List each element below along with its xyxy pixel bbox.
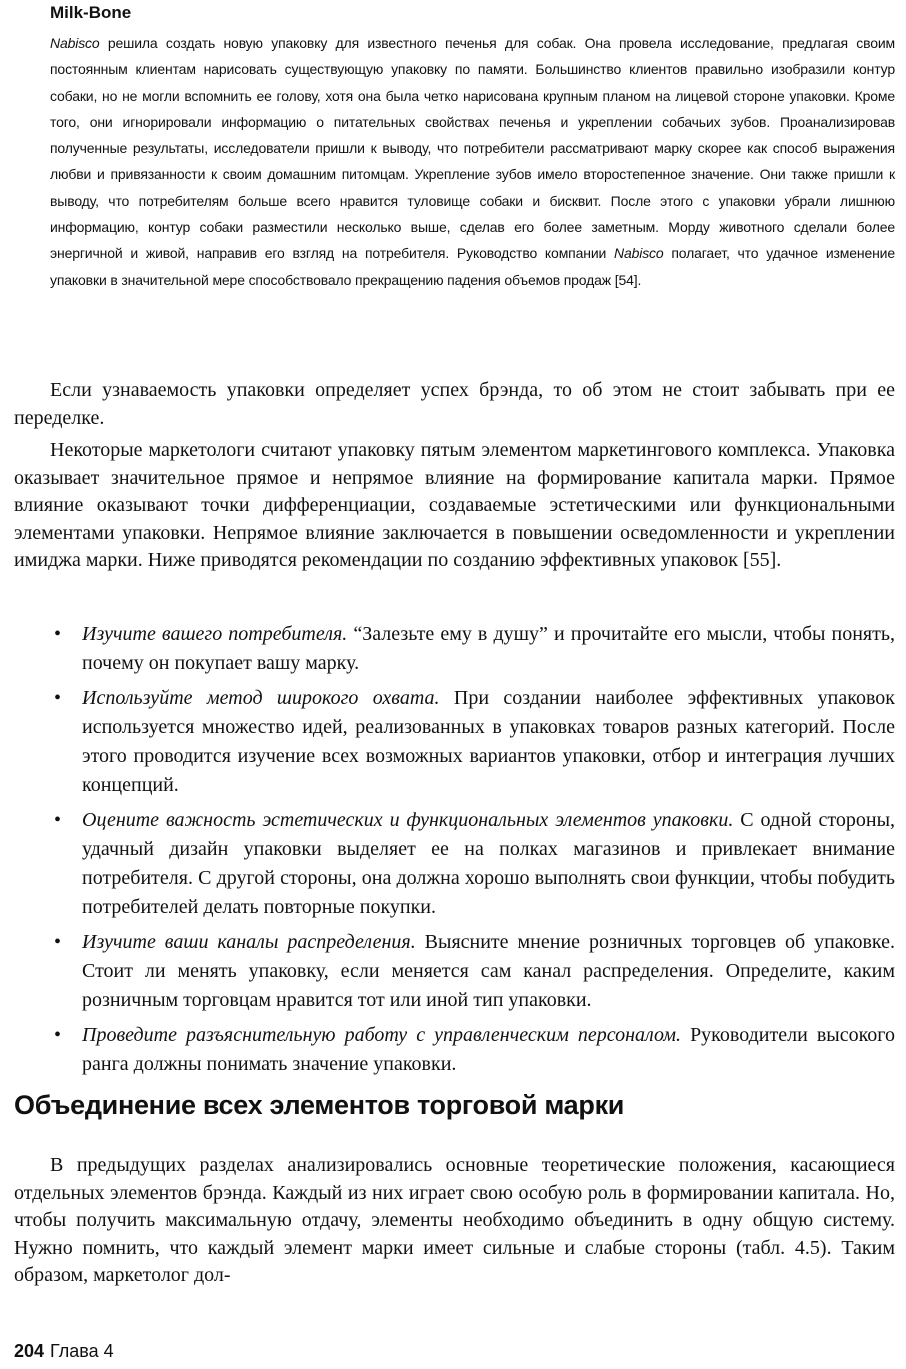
list-item-text: При создании наиболее эффективных упаковок используется множество идей, реализованных в упаковках товаров разных категорий. После этого проводится изучение всех возможных вариантов упаковки, отбор и интеграция лучших концепций. <box>82 687 895 796</box>
chapter-label: Глава 4 <box>50 1341 114 1361</box>
list-item-heading: Изучите ваши каналы распределения. <box>82 931 416 953</box>
case-study-text <box>50 30 895 293</box>
paragraph-2: Некоторые маркетологи считают упаковку пятым элементом маркетингового комплекса. Упаковка оказывает значительное прямое и непрямое влияние на формирование капитала марки. Прямое влияние оказывают точки дифференциации, создаваемые эстетическими или функциональными элементами упаковки. Непрямое влияние заключается в повышении осведомленности и укреплении имиджа марки. Ниже приводятся рекомендации по созданию эффективных упаковок [55]. <box>14 439 895 571</box>
bullet-marker: • <box>54 623 62 645</box>
page-number: 204 <box>14 1341 45 1361</box>
list-item-text: “Залезьте ему в душу” и прочитайте его мысли, чтобы понять, почему он покупает вашу марку. <box>82 623 895 674</box>
paragraph-3: В предыдущих разделах анализировались основные теоретические положения, касающиеся отдельных элементов брэнда. Каждый из них играет свою особую роль в формировании капитала. Но, чтобы получить максимальную отдачу, элементы необходимо объединить в одну общую систему. Нужно помнить, что каждый элемент марки имеет сильные и слабые стороны (табл. 4.5). Таким образом, маркетолог дол- <box>14 1154 895 1286</box>
bullet-marker: • <box>54 931 62 953</box>
bullet-marker: • <box>54 687 62 709</box>
list-item-heading: Оцените важность эстетических и функциональных элементов упаковки. <box>82 809 734 831</box>
list-item <box>50 928 895 1015</box>
list-item-heading: Изучите вашего потребителя. <box>82 623 348 645</box>
list-item-text: С одной стороны, удачный дизайн упаковки выделяет ее на полках магазинов и привлекает внимание потребителя. С другой стороны, она должна хорошо выполнять свои функции, чтобы побудить потребителей делать повторные покупки. <box>82 809 896 918</box>
bullet-marker: • <box>54 1024 62 1046</box>
paragraph-1: Если узнаваемость упаковки определяет успех брэнда, то об этом не стоит забывать при ее переделке. <box>14 379 895 429</box>
case-study-box <box>50 0 895 293</box>
list-item-heading: Проведите разъяснительную работу с управленческим персоналом. <box>82 1024 682 1046</box>
bullet-marker: • <box>54 809 62 831</box>
case-study-text-part2: полагает, что удачное изменение упаковки в значительной мере способствовало прекращению падения объемов продаж [54]. <box>50 245 895 288</box>
brand-name: Nabisco <box>50 35 100 51</box>
list-item <box>50 620 895 678</box>
recommendations-list <box>50 620 895 1085</box>
list-item <box>50 1021 895 1079</box>
page-footer <box>14 1340 114 1362</box>
list-item-text: Выясните мнение розничных торговцев об упаковке. Стоит ли менять упаковку, если меняется сам канал распределения. Определите, каким розничным торговцам нравится тот или иной тип упаковки. <box>82 931 895 1011</box>
brand-name-2: Nabisco <box>614 245 664 262</box>
list-item <box>50 806 895 922</box>
case-study-title: Milk-Bone <box>50 3 132 22</box>
case-study-text-part1: решила создать новую упаковку для известного печенья для собак. Она провела исследование, предлагая своим постоянным клиентам нарисовать существующую упаковку по памяти. Большинство клиентов правильно изобразили контур собаки, но не могли вспомнить ее голову, хотя она была четко нарисована крупным планом на лицевой стороне упаковки. Кроме того, они игнорировали информацию о питательных свойствах печенья и укреплении собачьих зубов. Проанализировав полученные результаты, исследователи пришли к выводу, что потребители рассматривают марку скорее как способ выражения любви и привязанности к своим домашним питомцам. Укрепление зубов имело второстепенное значение. Они также пришли к выводу, что потребителям больше всего нравится туловище собаки и бисквит. После этого с упаковки убрали лишнюю информацию, контур собаки разместили несколько выше, сделав его более заметным. Морду животного сделали более энергичной и живой, направив его взгляд на потребителя. Руководство компании <box>50 35 895 262</box>
section-heading: Объединение всех элементов торговой марки <box>14 1090 625 1120</box>
list-item-text: Руководители высокого ранга должны понимать значение упаковки. <box>82 1024 895 1075</box>
list-item-heading: Используйте метод широкого охвата. <box>82 687 440 709</box>
list-item <box>50 684 895 800</box>
